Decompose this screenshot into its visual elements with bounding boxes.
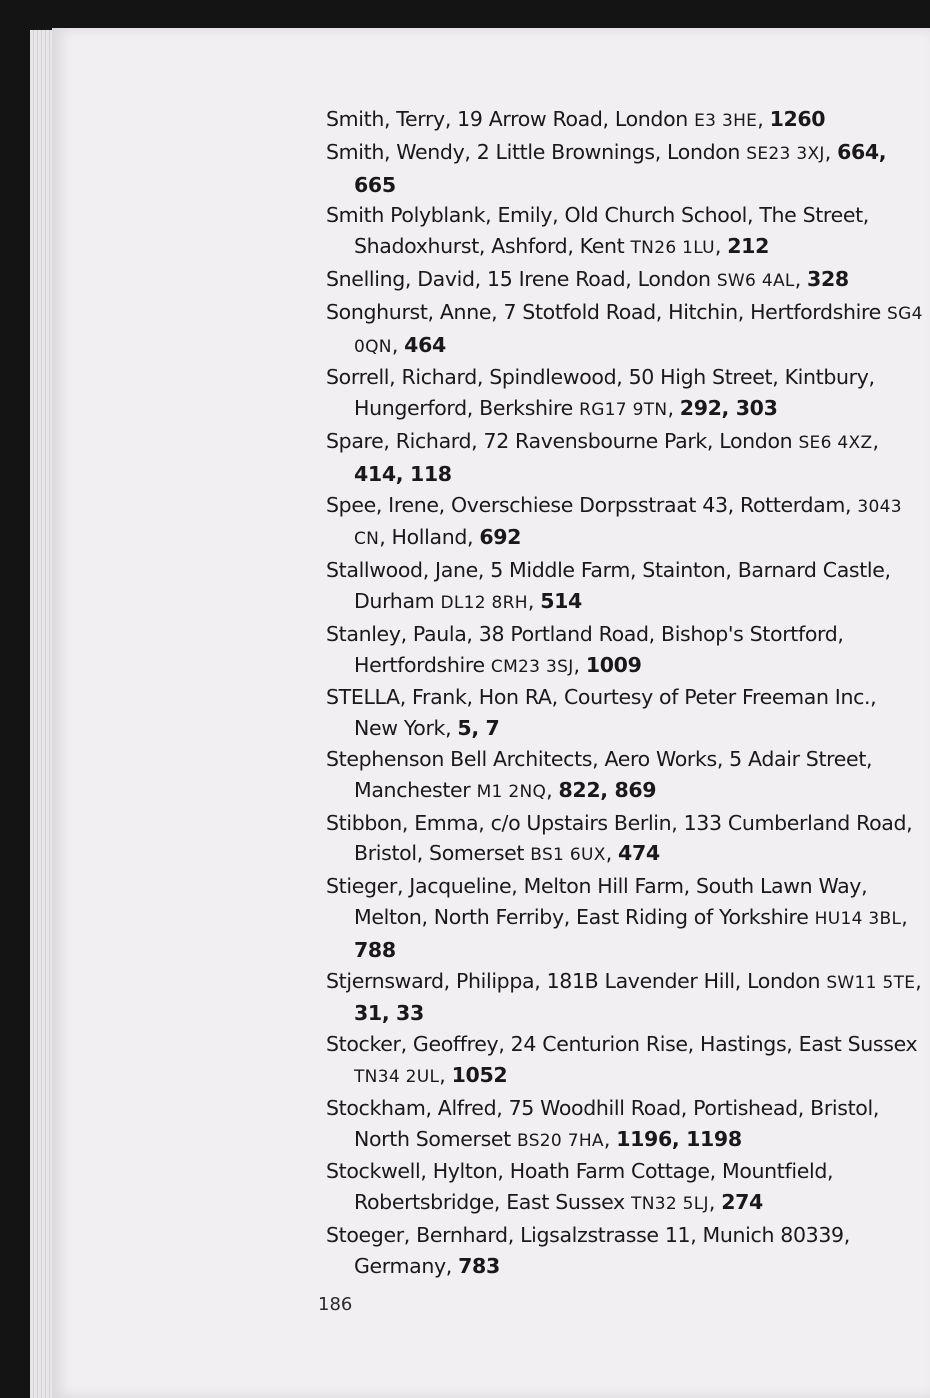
index-entry: Spee, Irene, Overschiese Dorpsstraat 43, Rotterdam, 3043 CN, Holland, 692 <box>326 492 902 550</box>
page-number: 186 <box>318 1294 353 1315</box>
index-entry: Stoeger, Bernhard, Ligsalzstrasse 11, Munich 80339, Germany, 783 <box>326 1222 850 1278</box>
index-entry: Smith Polyblank, Emily, Old Church School, The Street, Shadoxhurst, Ashford, Kent TN26 1LU, 212 <box>326 203 869 259</box>
index-entry: Stockham, Alfred, 75 Woodhill Road, Portishead, Bristol, North Somerset BS20 7HA, 1196, 1198 <box>326 1095 880 1151</box>
index-entry: Stocker, Geoffrey, 24 Centurion Rise, Hastings, East Sussex TN34 2UL, 1052 <box>326 1032 918 1087</box>
index-entry: Spare, Richard, 72 Ravensbourne Park, London SE6 4XZ, 414, 118 <box>326 428 879 486</box>
index-entry: Stephenson Bell Architects, Aero Works, 5 Adair Street, Manchester M1 2NQ, 822, 869 <box>326 746 873 802</box>
index-entry: STELLA, Frank, Hon RA, Courtesy of Peter Freeman Inc., New York, 5, 7 <box>326 685 877 741</box>
index-entry: Stockwell, Hylton, Hoath Farm Cottage, Mountfield, Robertsbridge, East Sussex TN32 5LJ, 274 <box>326 1159 834 1215</box>
index-entry: Snelling, David, 15 Irene Road, London SW6 4AL, 328 <box>326 266 849 291</box>
index-entry: Stjernsward, Philippa, 181B Lavender Hill, London SW11 5TE, 31, 33 <box>326 968 922 1026</box>
index-entry: Stanley, Paula, 38 Portland Road, Bishop's Stortford, Hertfordshire CM23 3SJ, 1009 <box>326 621 844 677</box>
index-entry: Stallwood, Jane, 5 Middle Farm, Stainton, Barnard Castle, Durham DL12 8RH, 514 <box>326 558 891 613</box>
index-entry: Sorrell, Richard, Spindlewood, 50 High Street, Kintbury, Hungerford, Berkshire RG17 9TN, 292, 303 <box>326 365 875 421</box>
index-entry: Smith, Wendy, 2 Little Brownings, London SE23 3XJ, 664, 665 <box>326 139 887 197</box>
index-entry: Songhurst, Anne, 7 Stotfold Road, Hitchin, Hertfordshire SG4 0QN, 464 <box>326 299 923 357</box>
index-entry: Stieger, Jacqueline, Melton Hill Farm, South Lawn Way, Melton, North Ferriby, East Riding of Yorkshire HU14 3BL, 788 <box>326 874 908 962</box>
index-entry: Stibbon, Emma, c/o Upstairs Berlin, 133 Cumberland Road, Bristol, Somerset BS1 6UX, 474 <box>326 810 913 866</box>
index-entries <box>326 104 926 1281</box>
index-entry: Smith, Terry, 19 Arrow Road, London E3 3HE, 1260 <box>326 107 826 131</box>
